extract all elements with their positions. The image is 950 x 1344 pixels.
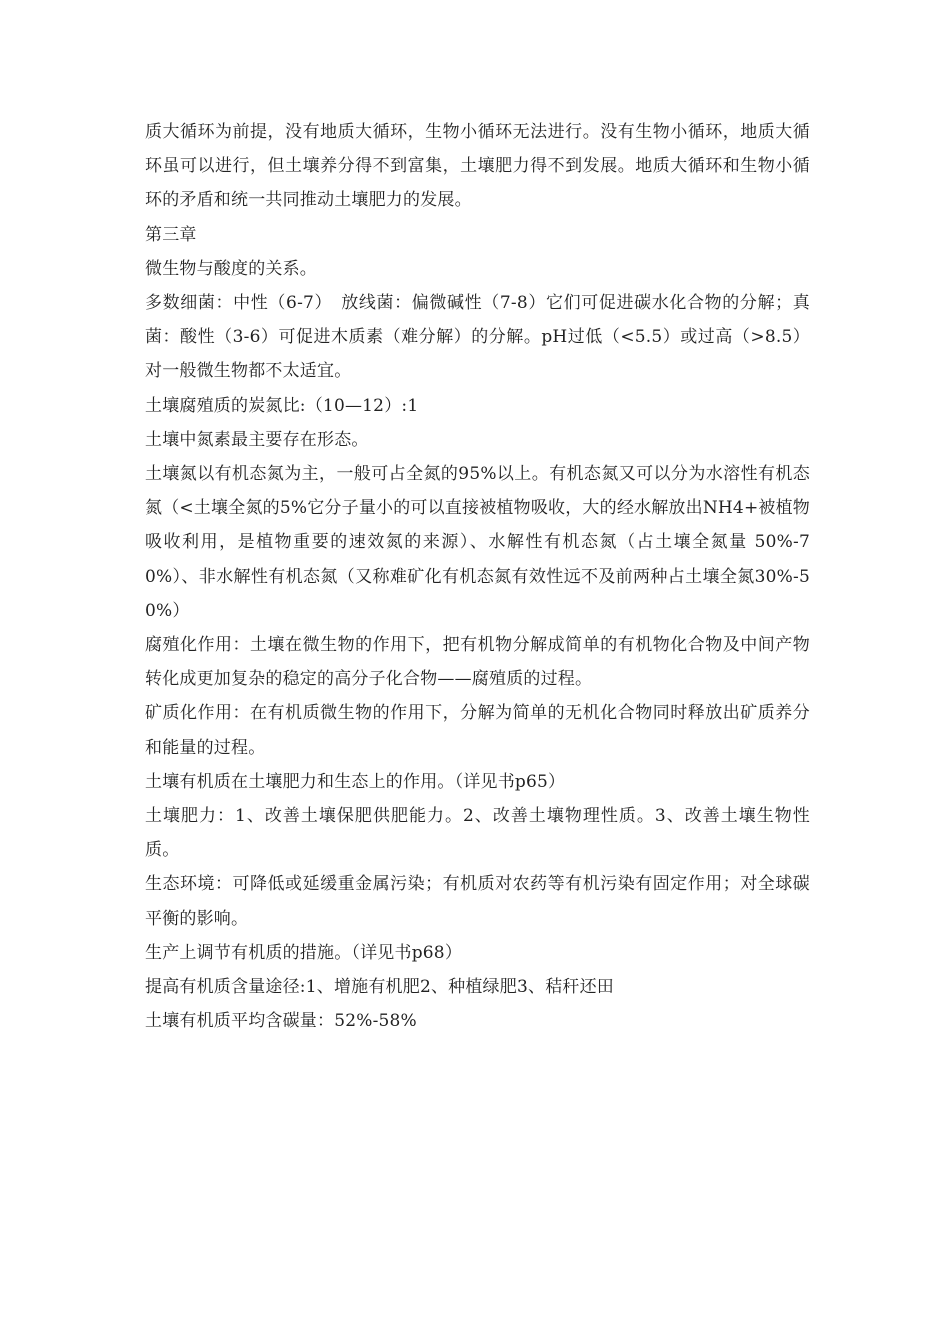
paragraph-humification: 腐殖化作用：土壤在微生物的作用下，把有机物分解成简单的有机物化合物及中间产物转化成更加复杂的稳定的高分子化合物——腐殖质的过程。 <box>145 635 810 690</box>
paragraph-organic-matter-role: 土壤有机质在土壤肥力和生态上的作用。（详见书p65） <box>145 771 566 792</box>
paragraph-microbes-acidity: 多数细菌：中性（6-7） 放线菌：偏微碱性（7-8）它们可促进碳水化合物的分解；真菌：酸性（3-6）可促进木质素（难分解）的分解。pH过低（<5.5）或过高（>8.5）对一般微生物都不太适宜。 <box>145 293 810 382</box>
paragraph-nitrogen-forms-title: 土壤中氮素最主要存在形态。 <box>145 429 369 450</box>
chapter-heading: 第三章 <box>145 224 197 245</box>
paragraph-nitrogen-forms: 土壤氮以有机态氮为主，一般可占全氮的95%以上。有机态氮又可以分为水溶性有机态氮（<土壤全氮的5%它分子量小的可以直接被植物吸收，大的经水解放出NH4+被植物吸收利用，是植物重要的速效氮的来源）、水解性有机态氮（占土壤全氮量 50%-70%）、非水解性有机态氮（又称难矿化有机态氮有效性远不及前两种占土壤全氮30%-50%） <box>145 464 810 621</box>
paragraph-microbes-acidity-title: 微生物与酸度的关系。 <box>145 258 317 279</box>
paragraph-increase-methods: 提高有机质含量途径:1、增施有机肥2、种植绿肥3、秸秆还田 <box>145 977 614 998</box>
document-body <box>145 115 810 1038</box>
paragraph-ecology: 生态环境：可降低或延缓重金属污染；有机质对农药等有机污染有固定作用；对全球碳平衡的影响。 <box>145 874 810 929</box>
paragraph-humus-cn-ratio: 土壤腐殖质的炭氮比:（10—12）:1 <box>145 395 419 416</box>
paragraph-regulation-measures: 生产上调节有机质的措施。（详见书p68） <box>145 942 463 963</box>
paragraph-mineralization: 矿质化作用：在有机质微生物的作用下，分解为简单的无机化合物同时释放出矿质养分和能量的过程。 <box>145 703 810 758</box>
paragraph-cycle-continuation: 质大循环为前提，没有地质大循环，生物小循环无法进行。没有生物小循环，地质大循环虽可以进行，但土壤养分得不到富集，土壤肥力得不到发展。地质大循环和生物小循环的矛盾和统一共同推动土壤肥力的发展。 <box>145 122 810 211</box>
paragraph-carbon-content: 土壤有机质平均含碳量：52%-58% <box>145 1011 417 1032</box>
paragraph-soil-fertility: 土壤肥力：1、改善土壤保肥供肥能力。2、改善土壤物理性质。3、改善土壤生物性质。 <box>145 806 810 861</box>
